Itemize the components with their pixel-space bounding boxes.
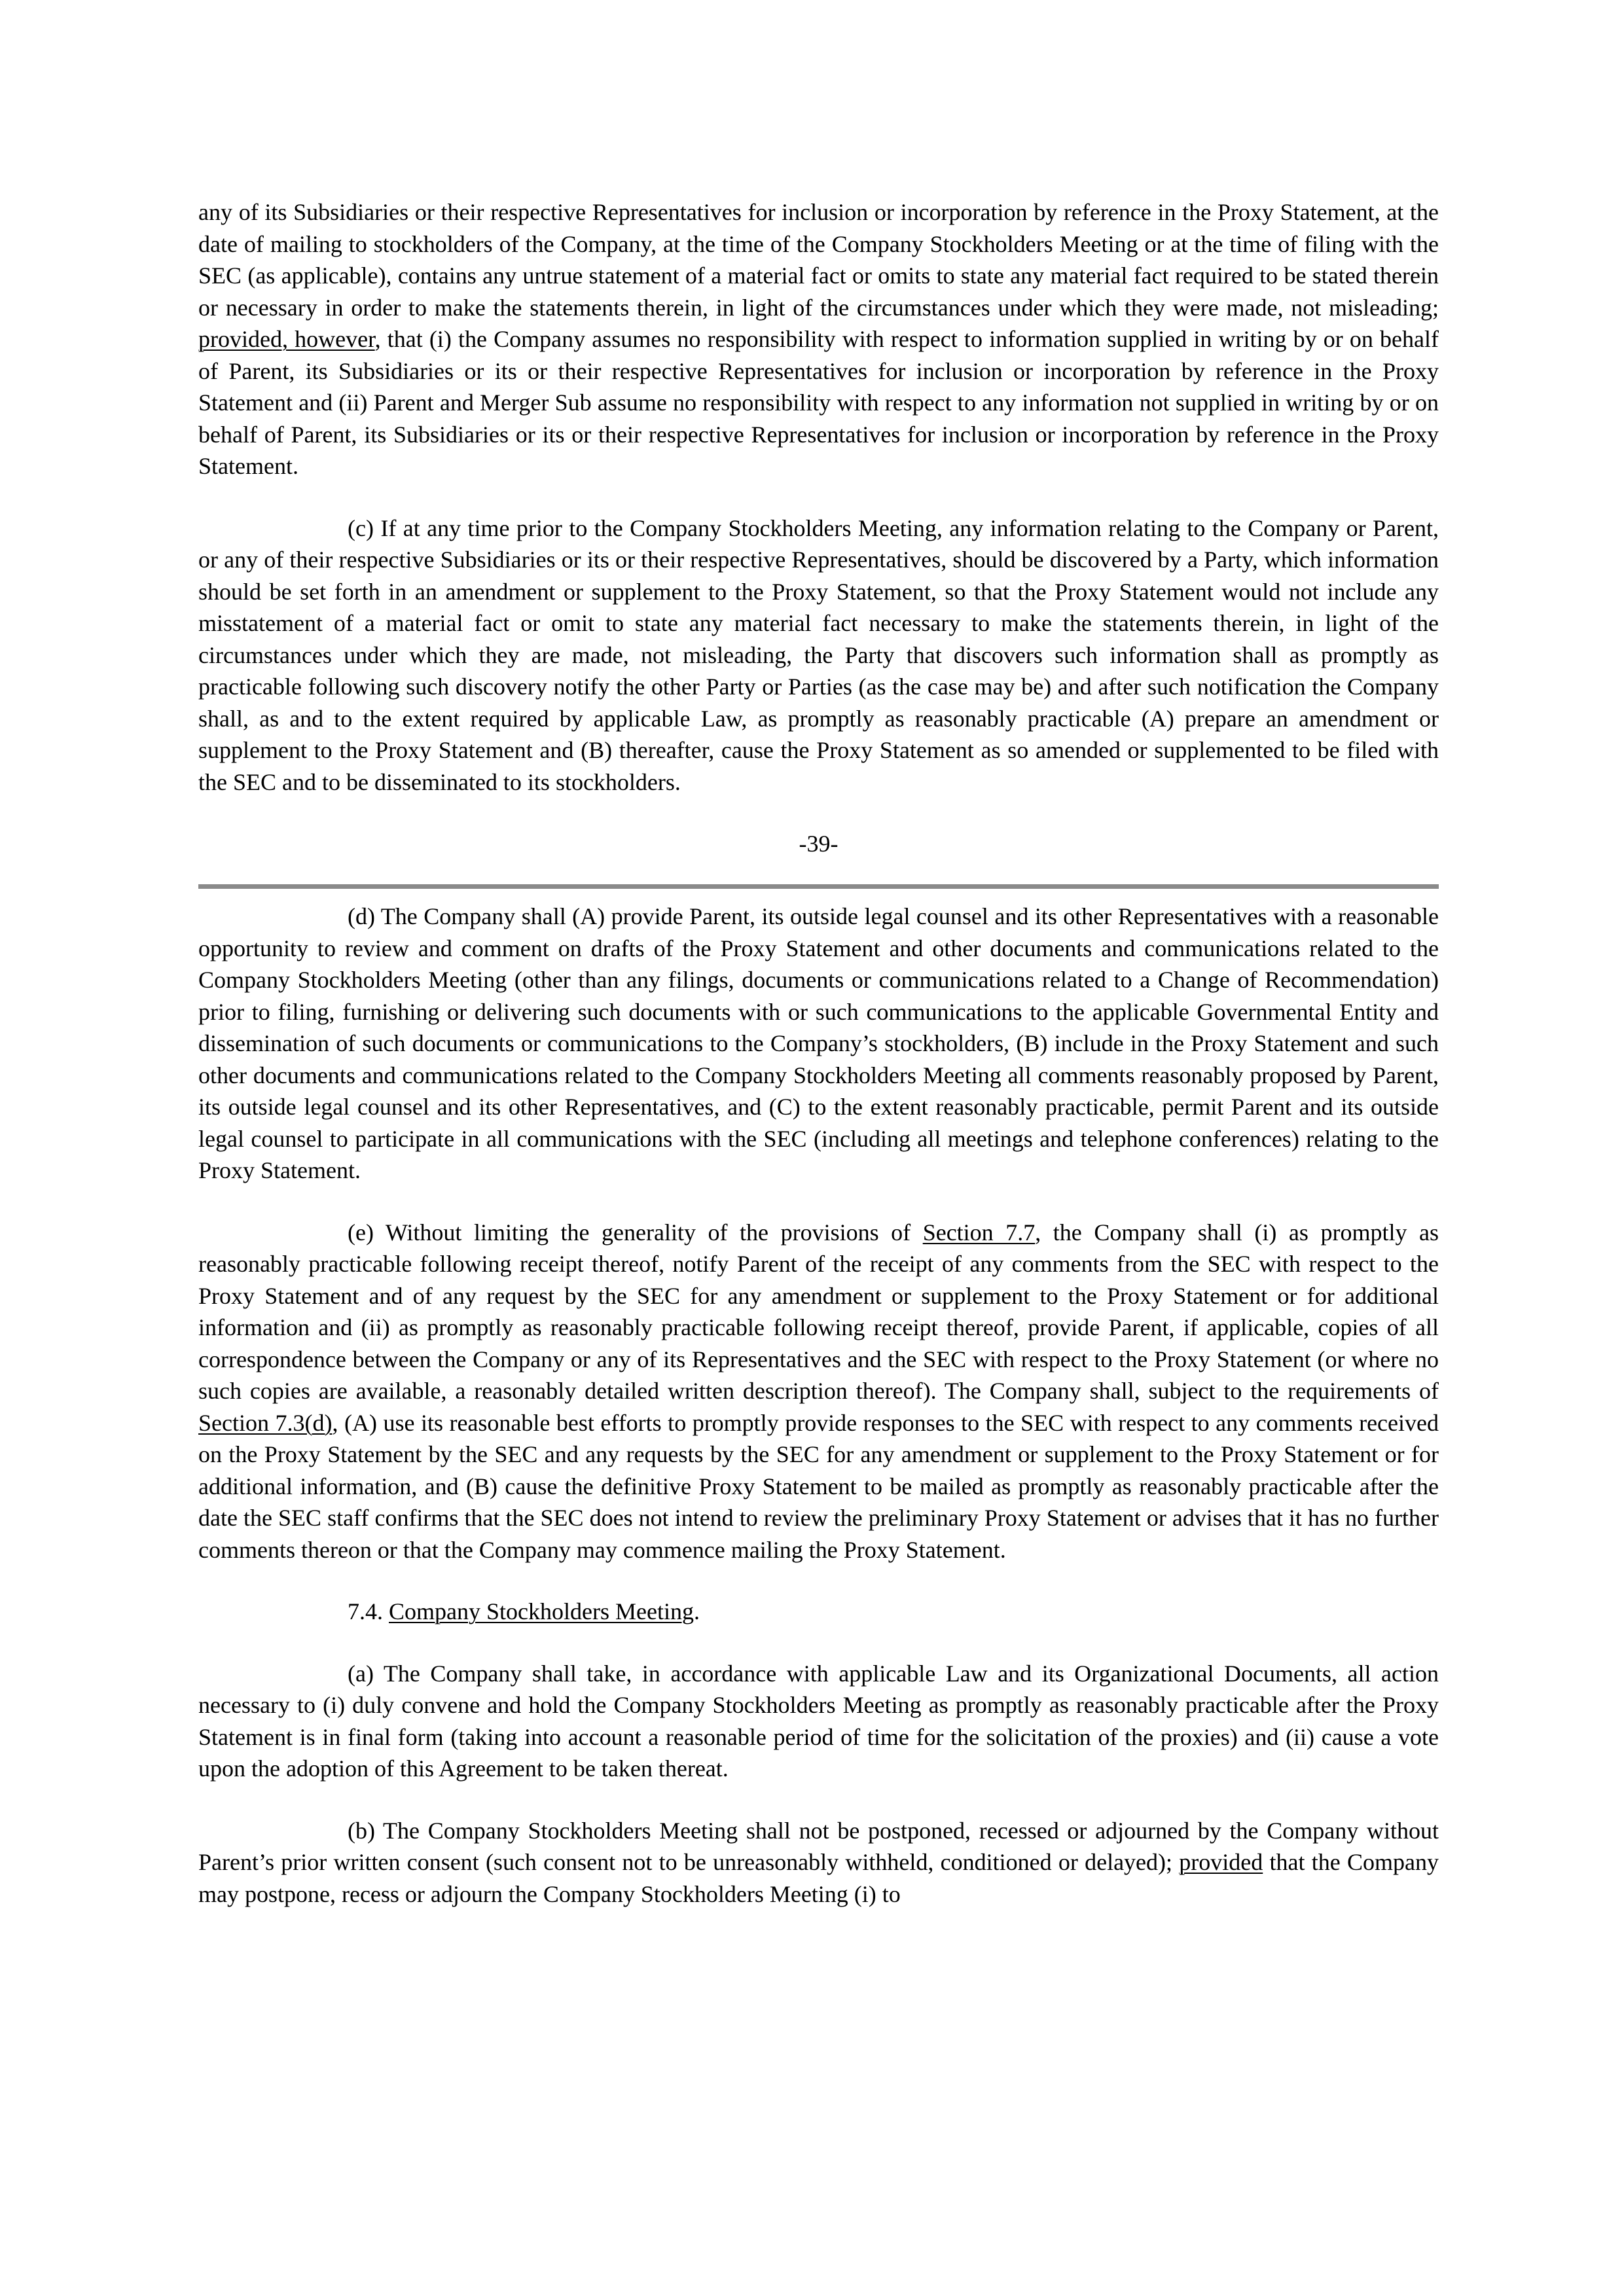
paragraph-e — [198, 1217, 1439, 1566]
text-run: , the Company shall (i) as promptly as reasonably practicable following receipt thereof, notify Parent of the receipt of any comments from the SEC with respect to the Proxy Statement and of any request by the SEC for any amendment or supplement to the Proxy Statement or for additional information and (ii) as promptly as reasonably practicable following receipt thereof, provide Parent, if applicable, copies of all correspondence between the Company or any of its Representatives and the SEC with respect to the Proxy Statement (or where no such copies are available, a reasonably detailed written description thereof). The Company shall, subject to the requirements of — [198, 1219, 1439, 1404]
section-heading-7-4 — [198, 1596, 1439, 1628]
paragraph-7-4-a: (a) The Company shall take, in accordance with applicable Law and its Organizational Documents, all action necessary to (i) duly convene and hold the Company Stockholders Meeting as promptly as reasonably practicable after the Proxy Statement is in final form (taking into account a reasonable period of time for the solicitation of the proxies) and (ii) cause a vote upon the adoption of this Agreement to be taken thereat. — [198, 1660, 1439, 1782]
section-7-3d-link[interactable]: Section 7.3(d) — [198, 1409, 333, 1436]
text-run: , that (i) the Company assumes no responsibility with respect to information supplied in writing by or on behalf of Parent, its Subsidiaries or its or their respective Representatives for inclusion or incorporation by reference in the Proxy Statement and (ii) Parent and Merger Sub assume no responsibility with respect to any information not supplied in writing by or on behalf of Parent, its Subsidiaries or its or their respective Representatives for inclusion or incorporation by reference in the Proxy Statement. — [198, 326, 1439, 479]
section-7-7-link[interactable]: Section 7.7 — [922, 1219, 1036, 1246]
page-separator — [198, 884, 1439, 889]
document-page — [198, 196, 1439, 1910]
text-run: (e) Without limiting the generality of the provisions of — [348, 1219, 923, 1246]
text-run: any of its Subsidiaries or their respective Representatives for inclusion or incorporation by reference in the Proxy Statement, at the date of mailing to stockholders of the Company, at the time of the Company Stockholders Meeting or at the time of filing with the SEC (as applicable), contains any untrue statement of a material fact or omits to state any material fact required to be stated therein or necessary in order to make the statements therein, in light of the circumstances under which they were made, not misleading; — [198, 199, 1439, 321]
provided-term: provided — [1179, 1849, 1263, 1875]
section-number: 7.4. — [348, 1598, 389, 1624]
paragraph-c: (c) If at any time prior to the Company Stockholders Meeting, any information relating to the Company or Parent, or any of their respective Subsidiaries or its or their respective Representatives, should be discovered by a Party, which information should be set forth in an amendment or supplement to the Proxy Statement, so that the Proxy Statement would not include any misstatement of a material fact or omit to state any material fact necessary to make the statements therein, in light of the circumstances under which they are made, not misleading, the Party that discovers such information shall as promptly as practicable following such discovery notify the other Party or Parties (as the case may be) and after such notification the Company shall, as and to the extent required by applicable Law, as promptly as reasonably practicable (A) prepare an amendment or supplement to the Proxy Statement and (B) thereafter, cause the Proxy Statement as so amended or supplemented to be filed with the SEC and to be disseminated to its stockholders. — [198, 514, 1439, 795]
section-title: Company Stockholders Meeting — [389, 1598, 694, 1624]
page-number: -39- — [799, 831, 839, 857]
section-period: . — [693, 1598, 700, 1624]
text-run: , (A) use its reasonable best efforts to promptly provide responses to the SEC with respect to any comments received on the Proxy Statement by the SEC and any requests by the SEC for any amendment or supplement to the Proxy Statement or for additional information, and (B) cause the definitive Proxy Statement to be mailed as promptly as reasonably practicable after the date the SEC staff confirms that the SEC does not intend to review the preliminary Proxy Statement or advises that it has no further comments thereon or that the Company may commence mailing the Proxy Statement. — [198, 1409, 1439, 1563]
text-run: that the Company may postpone, recess or adjourn the Company Stockholders Meeting (i) to — [198, 1849, 1439, 1907]
provided-however-term: provided, however — [198, 326, 375, 352]
paragraph-b-continued — [198, 196, 1439, 482]
paragraph-d: (d) The Company shall (A) provide Parent, its outside legal counsel and its other Representatives with a reasonable opportunity to review and comment on drafts of the Proxy Statement and other documents and communications related to the Company Stockholders Meeting (other than any filings, documents or communications related to a Change of Recommendation) prior to filing, furnishing or delivering such documents with or such communications to the applicable Governmental Entity and dissemination of such documents or communications to the Company’s stockholders, (B) include in the Proxy Statement and such other documents and communications related to the Company Stockholders Meeting all comments reasonably proposed by Parent, its outside legal counsel and its other Representatives, and (C) to the extent reasonably practicable, permit Parent and its outside legal counsel to participate in all communications with the SEC (including all meetings and telephone conferences) relating to the Proxy Statement. — [198, 903, 1439, 1183]
text-run: (b) The Company Stockholders Meeting shall not be postponed, recessed or adjourned by the Company without Parent’s prior written consent (such consent not to be unreasonably withheld, conditioned or delayed); — [198, 1817, 1439, 1875]
paragraph-7-4-b — [198, 1815, 1439, 1910]
